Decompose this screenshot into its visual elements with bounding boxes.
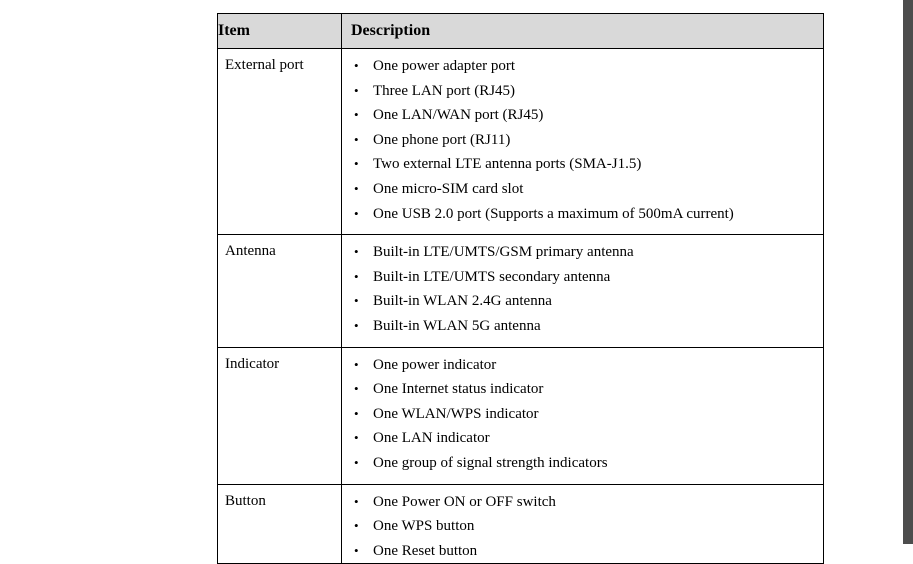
list-item: [342, 265, 823, 290]
row-description-cell: [342, 49, 824, 235]
row-item-label: Button: [218, 484, 342, 564]
list-item: [342, 353, 823, 378]
list-item-text: One WPS button: [373, 518, 475, 535]
list-item-text: One Internet status indicator: [373, 381, 544, 398]
list-item: [342, 103, 823, 128]
bullet-icon: •: [354, 82, 359, 98]
list-item: [342, 402, 823, 427]
list-item-text: One power adapter port: [373, 58, 516, 74]
table-row: [218, 484, 824, 564]
list-item-text: One LAN indicator: [373, 430, 490, 447]
bullet-icon: •: [354, 356, 359, 372]
row-item-label: Antenna: [218, 235, 342, 347]
list-item: [342, 128, 823, 153]
list-item: [342, 490, 823, 515]
list-item-text: Two external LTE antenna ports (SMA-J1.5): [373, 156, 642, 173]
list-item: [342, 79, 823, 104]
table-header-row: [218, 14, 824, 49]
list-item-text: One LAN/WAN port (RJ45): [373, 107, 544, 124]
list-item: [342, 240, 823, 265]
table-body: [218, 49, 824, 564]
list-item: [342, 202, 823, 227]
list-item-text: One power indicator: [373, 356, 497, 373]
page-right-edge-strip: [903, 0, 913, 544]
row-item-label: Indicator: [218, 347, 342, 484]
bullet-icon: •: [354, 317, 359, 333]
list-item: [342, 54, 823, 79]
bullet-icon: •: [354, 268, 359, 284]
column-header-description: Description: [342, 14, 824, 49]
bullet-icon: •: [354, 180, 359, 196]
description-bullet-list: [342, 490, 823, 564]
bullet-icon: •: [354, 430, 359, 446]
table-row: [218, 49, 824, 235]
specification-table: [217, 13, 824, 564]
list-item-text: One micro-SIM card slot: [373, 180, 524, 197]
list-item: [342, 177, 823, 202]
bullet-icon: •: [354, 454, 359, 470]
list-item-text: Three LAN port (RJ45): [373, 82, 516, 99]
list-item: [342, 539, 823, 564]
bullet-icon: •: [354, 58, 359, 73]
table-row: [218, 347, 824, 484]
list-item-text: One Reset button: [373, 542, 478, 559]
row-description-cell: [342, 235, 824, 347]
table-row: [218, 235, 824, 347]
list-item-text: Built-in WLAN 5G antenna: [373, 317, 541, 334]
list-item-text: Built-in WLAN 2.4G antenna: [373, 293, 552, 310]
bullet-icon: •: [354, 405, 359, 421]
list-item-text: One Power ON or OFF switch: [373, 493, 556, 510]
bullet-icon: •: [354, 518, 359, 534]
list-item: [342, 426, 823, 451]
bullet-icon: •: [354, 244, 359, 260]
bullet-icon: •: [354, 131, 359, 147]
list-item-text: One group of signal strength indicators: [373, 454, 608, 471]
bullet-icon: •: [354, 542, 359, 558]
table-header: [218, 14, 824, 49]
description-bullet-list: [342, 54, 823, 226]
bullet-icon: •: [354, 156, 359, 172]
list-item: [342, 289, 823, 314]
column-header-item: Item: [218, 14, 342, 49]
description-bullet-list: [342, 353, 823, 476]
list-item-text: One phone port (RJ11): [373, 131, 511, 148]
list-item-text: Built-in LTE/UMTS/GSM primary antenna: [373, 244, 634, 261]
list-item-text: One USB 2.0 port (Supports a maximum of 500mA current): [373, 205, 734, 222]
row-item-label: External port: [218, 49, 342, 235]
list-item-text: One WLAN/WPS indicator: [373, 405, 539, 422]
bullet-icon: •: [354, 293, 359, 309]
bullet-icon: •: [354, 381, 359, 397]
list-item: [342, 514, 823, 539]
list-item: [342, 314, 823, 339]
list-item: [342, 152, 823, 177]
list-item: [342, 451, 823, 476]
list-item-text: Built-in LTE/UMTS secondary antenna: [373, 268, 611, 285]
row-description-cell: [342, 484, 824, 564]
bullet-icon: •: [354, 493, 359, 509]
bullet-icon: •: [354, 205, 359, 221]
list-item: [342, 377, 823, 402]
bullet-icon: •: [354, 107, 359, 123]
description-bullet-list: [342, 240, 823, 338]
row-description-cell: [342, 347, 824, 484]
